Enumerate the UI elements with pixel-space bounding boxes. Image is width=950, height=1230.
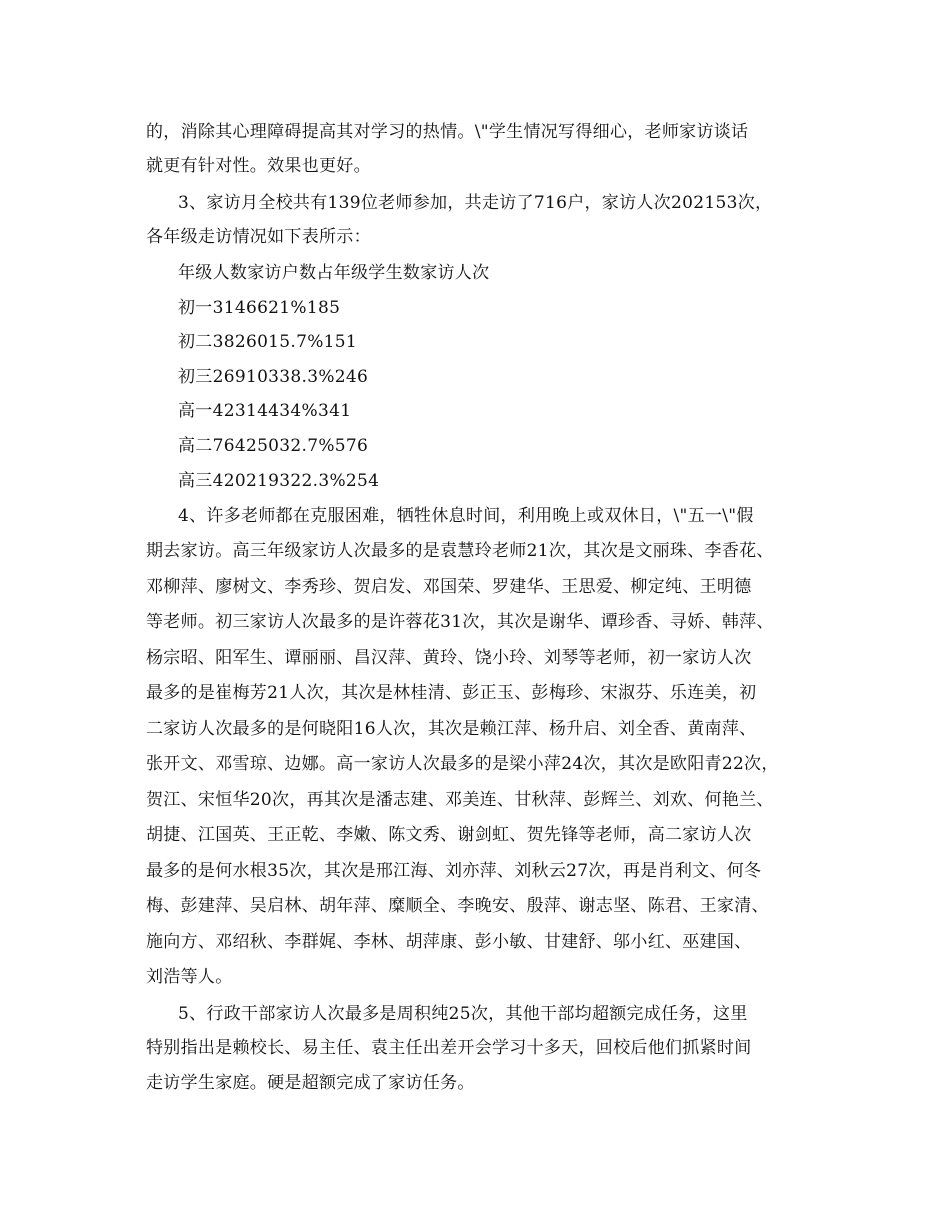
text-line: 等老师。初三家访人次最多的是许蓉花31次，其次是谢华、谭珍香、寻娇、韩萍、 (146, 612, 774, 632)
text-line: 就更有针对性。效果也更好。 (146, 156, 371, 176)
text-line: 邓柳萍、廖树文、李秀珍、贺启发、邓国荣、罗建华、王思爱、柳定纯、王明德 (146, 577, 752, 597)
table-row-line: 高二76425032.7%576 (178, 436, 369, 456)
text-line: 梅、彭建萍、吴启林、胡年萍、糜顺全、李晚安、殷萍、谢志坚、陈君、王家清、 (146, 896, 769, 916)
text-line: 特别指出是赖校长、易主任、袁主任出差开会学习十多天，回校后他们抓紧时间 (146, 1038, 752, 1058)
text-line: 刘浩等人。 (146, 967, 233, 987)
text-line: 最多的是何水根35次，其次是邢江海、刘亦萍、刘秋云27次，再是肖利文、何冬 (146, 861, 762, 881)
table-header-line: 年级人数家访户数占年级学生数家访人次 (178, 263, 490, 283)
table-row-line: 初三26910338.3%246 (178, 367, 369, 387)
text-line: 3、家访月全校共有139位老师参加，共走访了716户，家访人次202153次， (178, 193, 773, 213)
table-row-line: 初一3146621%185 (178, 298, 341, 318)
text-line: 期去家访。高三年级家访人次最多的是袁慧玲老师21次，其次是文丽珠、李香花、 (146, 541, 774, 561)
text-line: 贺江、宋恒华20次，再其次是潘志建、邓美连、甘秋萍、彭辉兰、刘欢、何艳兰、 (146, 790, 774, 810)
text-line: 各年级走访情况如下表所示： (146, 227, 371, 247)
text-line: 的，消除其心理障碍提高其对学习的热情。\"学生情况写得细心，老师家访谈话 (146, 122, 749, 142)
text-line: 杨宗昭、阳军生、谭丽丽、昌汉萍、黄玲、饶小玲、刘琴等老师，初一家访人次 (146, 648, 752, 668)
text-line: 最多的是崔梅芳21人次，其次是林桂清、彭正玉、彭梅珍、宋淑芬、乐连美，初 (146, 683, 757, 703)
text-line: 张开文、邓雪琼、边娜。高一家访人次最多的是梁小萍24次，其次是欧阳青22次， (146, 754, 779, 774)
table-row-line: 高一42314434%341 (178, 401, 352, 421)
text-line: 施向方、邓绍秋、李群娓、李林、胡萍康、彭小敏、甘建舒、邬小红、巫建国、 (146, 932, 752, 952)
text-line: 二家访人次最多的是何晓阳16人次，其次是赖江萍、杨升启、刘全香、黄南萍、 (146, 719, 757, 739)
table-row-line: 高三420219322.3%254 (178, 471, 380, 491)
text-line: 胡捷、江国英、王正乾、李嫩、陈文秀、谢剑虹、贺先锋等老师，高二家访人次 (146, 825, 752, 845)
text-line: 走访学生家庭。硬是超额完成了家访任务。 (146, 1073, 475, 1093)
table-row-line: 初二3826015.7%151 (178, 332, 358, 352)
text-line: 5、行政干部家访人次最多是周积纯25次，其他干部均超额完成任务，这里 (178, 1004, 748, 1024)
text-line: 4、许多老师都在克服困难，牺牲休息时间，利用晚上或双休日，\"五一\"假 (178, 506, 754, 526)
